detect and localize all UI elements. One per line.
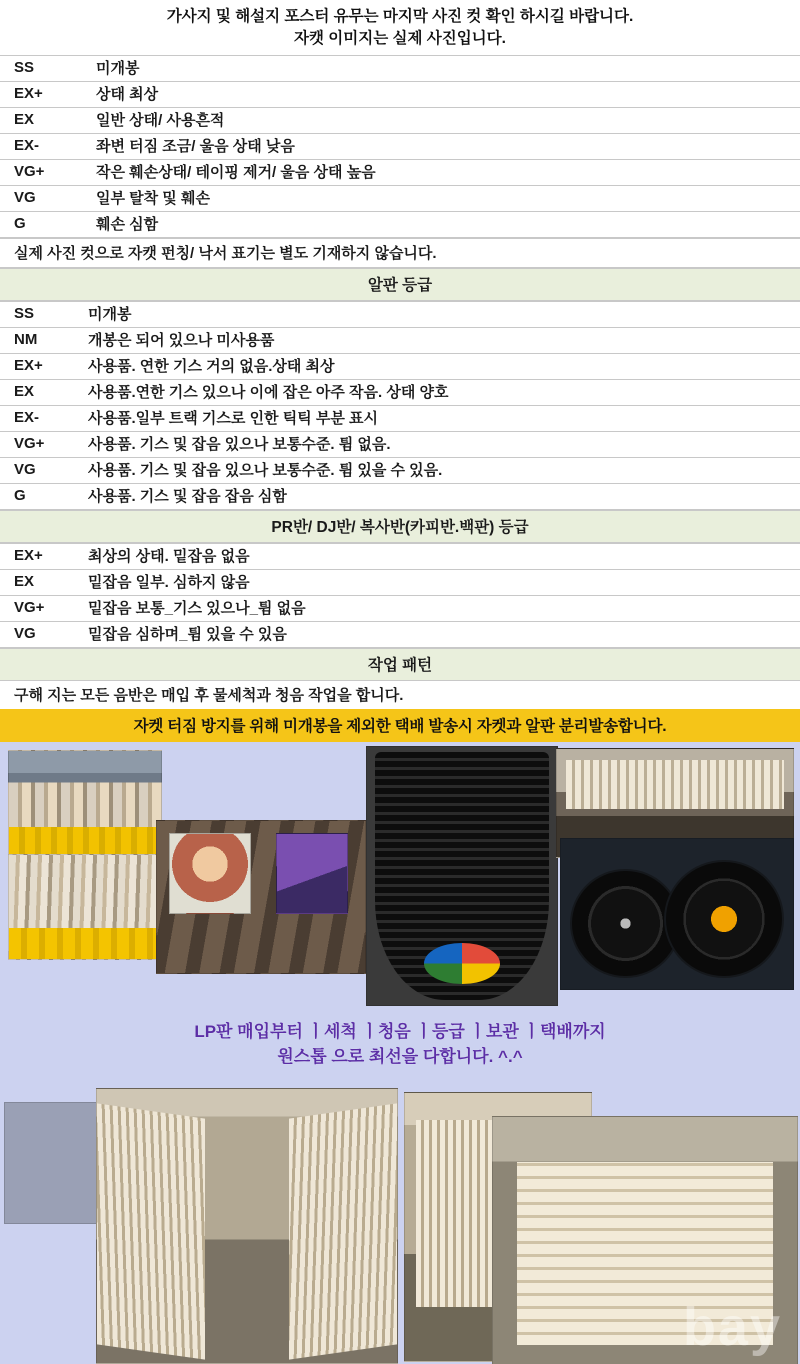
pr-grade-table [0,543,800,648]
grade-code: NM [0,327,86,353]
table-row [0,569,800,595]
grade-code: G [0,483,86,509]
table-row [0,353,800,379]
grade-desc: 미개봉 [86,301,800,327]
tagline-line1: LP판 매입부터 ㅣ세척 ㅣ청음 ㅣ등급 ㅣ보관 ㅣ택배까지 [194,1021,606,1041]
vinyl-label-shape [424,943,500,984]
boxes-shape [517,1162,772,1346]
table-row [0,405,800,431]
photo-album-covers-trays [156,820,366,974]
work-note: 구해 지는 모든 음반은 매입 후 물세척과 청음 작업을 합니다. [0,681,800,709]
grade-code: VG+ [0,595,86,621]
disc-grade-table [0,301,800,510]
grade-desc: 일부 탈착 및 훼손 [92,185,800,211]
grade-code: VG+ [0,431,86,457]
table-row [0,483,800,509]
grade-code: EX [0,107,92,133]
table-row [0,431,800,457]
grade-code: G [0,211,92,237]
grade-code: VG [0,185,92,211]
grade-desc: 사용품.연한 기스 있으나 이에 잡은 아주 작음. 상태 양호 [86,379,800,405]
table-row [0,211,800,237]
grade-desc: 사용품. 기스 및 잡음 잡음 심함 [86,483,800,509]
table-row [0,133,800,159]
table-row [0,301,800,327]
photo-warehouse-aisle [96,1088,398,1364]
header-note-line1: 가사지 및 해설지 포스터 유무는 마지막 사진 컷 확인 하시길 바랍니다. [166,8,634,25]
jacket-grade-table [0,55,800,238]
grade-desc: 밑잡음 보통_기스 있으나_튐 없음 [86,595,800,621]
photo-turntables [560,838,794,990]
photo-record-shelves [8,854,168,960]
tagline-line2: 원스톱 으로 최선을 다합니다. ^.^ [277,1046,523,1066]
photo-vinyl-record-stack [366,746,558,1006]
grade-desc: 작은 훼손상태/ 테이핑 제거/ 울음 상태 높음 [92,159,800,185]
table-row [0,543,800,569]
section-title-disc: 알판 등급 [0,268,800,301]
grade-desc: 최상의 상태. 밑잡음 없음 [86,543,800,569]
grade-code: EX+ [0,81,92,107]
grade-code: EX- [0,133,92,159]
grade-desc: 상태 최상 [92,81,800,107]
grade-desc: 사용품. 연한 기스 거의 없음.상태 최상 [86,353,800,379]
table-row [0,159,800,185]
header-note-line2: 자캣 이미지는 실제 사진입니다. [294,30,506,48]
table-row [0,185,800,211]
table-row [0,81,800,107]
aisle-floor-shape [187,1199,307,1363]
grade-desc: 밑잡음 심하며_튐 있을 수 있음 [86,621,800,647]
grade-code: SS [0,301,86,327]
table-row [0,379,800,405]
grade-code: EX+ [0,543,86,569]
header-note [0,0,800,55]
photo-shelf-records-left [4,1102,110,1224]
table-row [0,107,800,133]
tagline-band [0,1014,800,1084]
table-row [0,327,800,353]
tagline [0,1020,800,1069]
grade-code: VG+ [0,159,92,185]
grade-desc: 사용품.일부 트랙 기스로 인한 틱틱 부분 표시 [86,405,800,431]
jacket-footnote: 실제 사진 컷으로 자캣 펀칭/ 낙서 표기는 별도 기재하지 않습니다. [0,238,800,268]
grade-code: EX [0,379,86,405]
grade-desc: 미개봉 [92,55,800,81]
grade-desc: 밑잡음 일부. 심하지 않음 [86,569,800,595]
photo-stacked-boxes-right [492,1116,798,1364]
grade-code: EX- [0,405,86,431]
grade-desc: 좌변 터짐 조금/ 울음 상태 낮음 [92,133,800,159]
grade-desc: 일반 상태/ 사용흔적 [92,107,800,133]
section-title-work: 작업 패턴 [0,648,800,681]
grade-code: EX+ [0,353,86,379]
highlight-note: 자켓 터짐 방지를 위해 미개봉을 제외한 택배 발송시 자켓과 알판 분리발송합니다. [0,709,800,742]
table-row [0,621,800,647]
grade-code: SS [0,55,92,81]
grade-desc: 사용품. 기스 및 잡음 있으나 보통수준. 튐 없음. [86,431,800,457]
section-title-pr: PR반/ DJ반/ 복사반(카피반.백판) 등급 [0,510,800,543]
grade-code: EX [0,569,86,595]
table-row [0,457,800,483]
grade-desc: 훼손 심함 [92,211,800,237]
table-row [0,55,800,81]
grade-desc: 사용품. 기스 및 잡음 있으나 보통수준. 튐 있을 수 있음. [86,457,800,483]
grade-desc: 개봉은 되어 있으나 미사용품 [86,327,800,353]
photo-collage-top [0,742,800,1014]
grade-code: VG [0,457,86,483]
watermark: bay [682,1296,782,1357]
turntable-right-shape [664,860,784,978]
photo-collage-bottom [0,1084,800,1364]
table-row [0,595,800,621]
grade-code: VG [0,621,86,647]
